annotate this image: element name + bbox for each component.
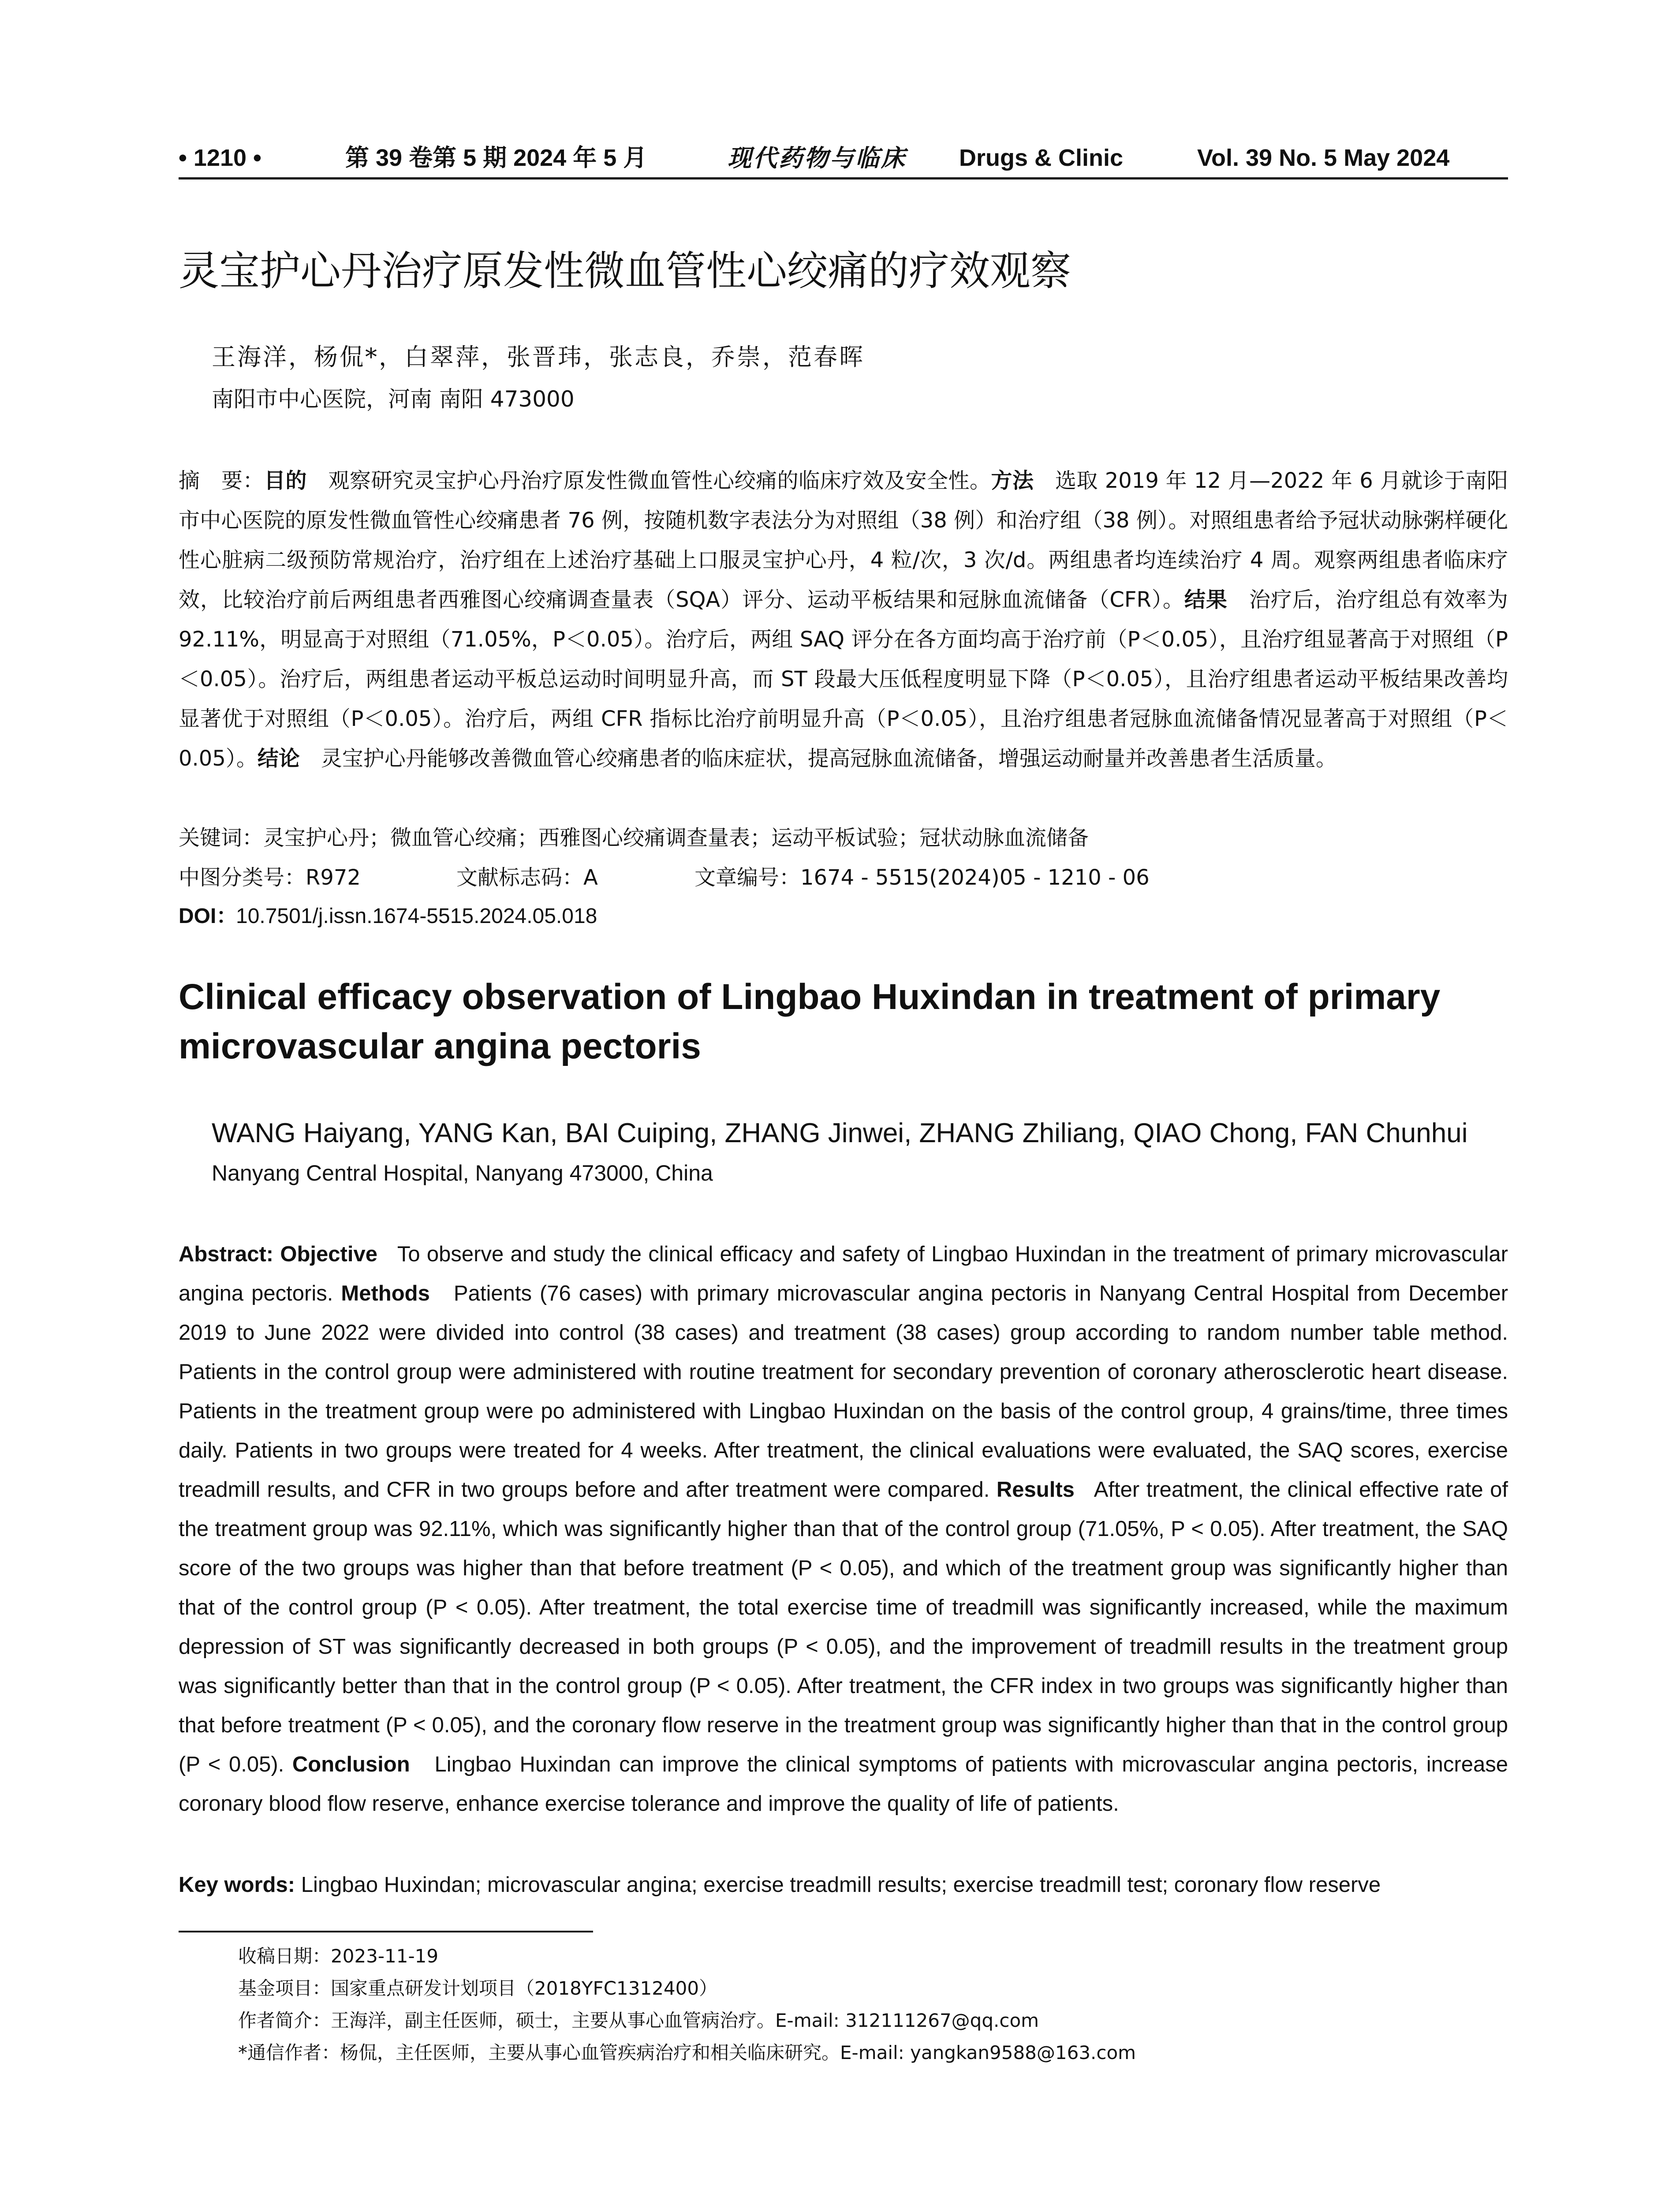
article-number: 文章编号：1674 - 5515(2024)05 - 1210 - 06: [694, 865, 1150, 890]
abstract-cn-conclusion: 灵宝护心丹能够改善微血管心绞痛患者的临床症状，提高冠脉血流储备，增强运动耐量并改善患者生活质量。: [321, 746, 1337, 771]
abstract-cn-conclusion-label: 结论: [257, 746, 300, 771]
title-cn: 灵宝护心丹治疗原发性微血管性心绞痛的疗效观察: [179, 247, 1071, 295]
header-rule: [179, 177, 1508, 179]
abstract-cn: [179, 461, 1508, 778]
abstract-cn-methods: 选取 2019 年 12 月—2022 年 6 月就诊于南阳市中心医院的原发性微血管性心绞痛患者 76 例，按随机数字表法分为对照组（38 例）和治疗组（38 例）。对照组患者给予冠状动脉粥样硬化性心脏病二级预防常规治疗，治疗组在上述治疗基础上口服灵宝护心丹，4 粒/次，3 次/d。两组患者均连续治疗 4 周。观察两组患者临床疗效，比较治疗前后两组患者西雅图心绞痛调查量表（SQA）评分、运动平板结果和冠脉血流储备（CFR）。: [179, 468, 1508, 612]
page-number: • 1210 •: [179, 145, 261, 171]
title-en: Clinical efficacy observation of Lingbao Huxindan in treatment of primary microvascular angina pectoris: [179, 977, 1441, 1066]
footnote-rule: [179, 1931, 593, 1932]
abstract-en-methods: Patients (76 cases) with primary microvascular angina pectoris in Nanyang Central Hospital from December 2019 to June 2022 were divided into control (38 cases) and treatment (38 cases) group according to random number table method. Patients in the control group were administered with routine treatment for secondary prevention of coronary atherosclerotic heart disease. Patients in the treatment group were po administered with Lingbao Huxindan on the basis of the control group, 4 grains/time, three times daily. Patients in two groups were treated for 4 weeks. After treatment, the clinical evaluations were evaluated, the SAQ scores, exercise treadmill results, and CFR in two groups before and after treatment were compared.: [179, 1282, 1508, 1502]
abstract-cn-objective: 观察研究灵宝护心丹治疗原发性微血管性心绞痛的临床疗效及安全性。: [328, 468, 991, 493]
keywords-cn-text: 关键词：灵宝护心丹；微血管心绞痛；西雅图心绞痛调查量表；运动平板试验；冠状动脉血流储备: [179, 826, 1089, 850]
abstract-en-results: After treatment, the clinical effective rate of the treatment group was 92.11%, which was significantly higher than that of the control group (71.05%, P < 0.05). After treatment, the SAQ score of the two groups was higher than that before treatment (P < 0.05), and which of the treatment group was significantly higher than that of the control group (P < 0.05). After treatment, the total exercise time of treadmill was significantly increased, while the maximum depression of ST was significantly decreased in both groups (P < 0.05), and the improvement of treadmill results in the treatment group was significantly better than that in the control group (P < 0.05). After treatment, the CFR index in two groups was significantly higher than that before treatment (P < 0.05), and the coronary flow reserve in the treatment group was significantly higher than that in the control group (P < 0.05).: [179, 1478, 1508, 1776]
keywords-en: [179, 1865, 1508, 1905]
affiliation-en: Nanyang Central Hospital, Nanyang 473000, China: [212, 1161, 713, 1185]
running-header: [179, 140, 1508, 176]
abstract-cn-label: 摘 要：: [179, 468, 264, 493]
clc-number: 中图分类号：R972: [179, 865, 361, 890]
keywords-en-text: Lingbao Huxindan; microvascular angina; exercise treadmill results; exercise treadmill test; coronary flow reserve: [301, 1873, 1381, 1897]
volume-cn: 第 39 卷第 5 期 2024 年 5 月: [345, 145, 647, 171]
keywords-en-label: Key words:: [179, 1873, 295, 1897]
abstract-en-objective: To observe and study the clinical efficacy and safety of Lingbao Huxindan in the treatment of primary microvascular angina pectoris.: [179, 1242, 1508, 1305]
abstract-en-methods-label: Methods: [341, 1282, 430, 1305]
volume-en: Vol. 39 No. 5 May 2024: [1197, 145, 1450, 171]
journal-name-cn: 现代药物与临床: [728, 144, 907, 172]
abstract-cn-results-label: 结果: [1184, 587, 1228, 612]
abstract-en-conclusion-label: Conclusion: [292, 1753, 410, 1776]
journal-name-en: Drugs & Clinic: [959, 145, 1124, 171]
footnote-funding: 基金项目：国家重点研发计划项目（2018YFC1312400）: [238, 1977, 718, 1999]
footnote-corresponding-author: *通信作者：杨侃，主任医师，主要从事心血管疾病治疗和相关临床研究。E-mail: yangkan9588@163.com: [238, 2042, 1136, 2063]
authors-cn: 王海洋，杨侃*，白翠萍，张晋玮，张志良，乔崇，范春晖: [212, 343, 865, 371]
abstract-cn-methods-label: 方法: [991, 468, 1034, 493]
doi-label: DOI：: [179, 904, 238, 928]
authors-en: WANG Haiyang, YANG Kan, BAI Cuiping, ZHANG Jinwei, ZHANG Zhiliang, QIAO Chong, FAN Chunhui: [212, 1118, 1468, 1148]
affiliation-cn: 南阳市中心医院，河南 南阳 473000: [212, 386, 575, 412]
abstract-cn-objective-label: 目的: [264, 468, 307, 493]
document-code: 文献标志码：A: [456, 865, 598, 890]
footnote-received: 收稿日期：2023-11-19: [238, 1945, 439, 1967]
abstract-en-label: Abstract:: [179, 1242, 274, 1266]
abstract-cn-results: 治疗后，治疗组总有效率为 92.11%，明显高于对照组（71.05%，P＜0.05）。治疗后，两组 SAQ 评分在各方面均高于治疗前（P＜0.05），且治疗组显著高于对照组（P＜0.05）。治疗后，两组患者运动平板总运动时间明显升高，而 ST 段最大压低程度明显下降（P＜0.05），且治疗组患者运动平板结果改善均显著优于对照组（P＜0.05）。治疗后，两组 CFR 指标比治疗前明显升高（P＜0.05），且治疗组患者冠脉血流储备情况显著高于对照组（P＜0.05）。: [179, 587, 1508, 771]
abstract-en-objective-label: Objective: [280, 1242, 377, 1266]
abstract-en-conclusion: Lingbao Huxindan can improve the clinical symptoms of patients with microvascular angina pectoris, increase coronary blood flow reserve, enhance exercise tolerance and improve the quality of life of patients.: [179, 1753, 1508, 1816]
doi-value[interactable]: 10.7501/j.issn.1674-5515.2024.05.018: [236, 904, 597, 928]
footnote-author-bio: 作者简介：王海洋，副主任医师，硕士，主要从事心血管病治疗。E-mail: 312111267@qq.com: [238, 2010, 1039, 2031]
abstract-en: [179, 1235, 1508, 1824]
abstract-en-results-label: Results: [996, 1478, 1075, 1502]
